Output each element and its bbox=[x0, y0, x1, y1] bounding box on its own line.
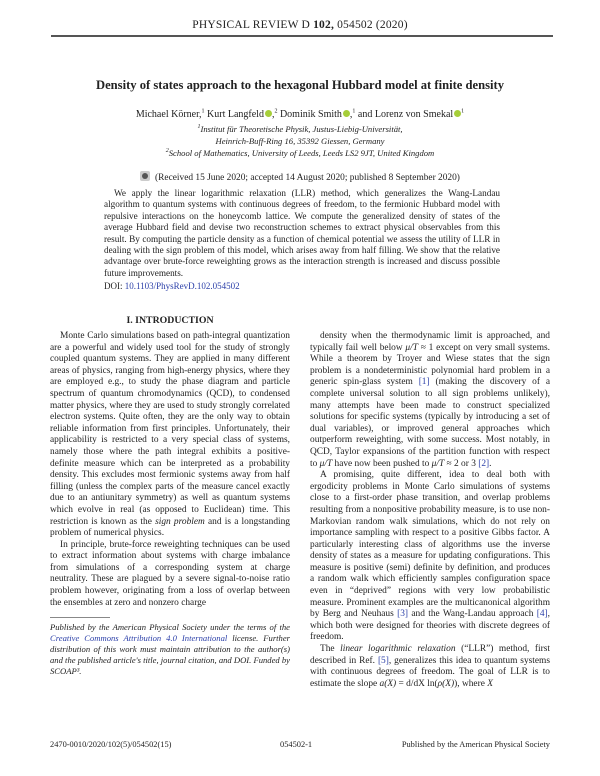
text-run: and is a longstanding problem of numerical physics. bbox=[50, 516, 290, 539]
paragraph bbox=[310, 644, 550, 690]
text-run: In principle, brute-force reweighting techniques can be used to extract information about systems with charge imbalance from simulations of a corresponding system at charge neutrality. These are plagued by a severe signal-to-noise ratio problem however, originating from a loss of overlap between the ensembles at zero and nonzero charge bbox=[50, 539, 290, 608]
author: Kurt Langfeld bbox=[204, 109, 264, 120]
affiliation-sup: 1 bbox=[352, 108, 356, 115]
text-run: (making the discovery of a complete universal solution to all sign problems unlikely), many attempts have been made to construct specialized solutions for specific systems (typically by introducing a set of dual variables), or improved general approaches which outperform reweighting, with some success. Most notably, in QCD, Taylor expansions of the partition function with respect to bbox=[310, 377, 550, 469]
license-footnote bbox=[50, 622, 290, 677]
italic-text: a(X) bbox=[379, 678, 397, 689]
italic-text: μ/T bbox=[319, 458, 333, 469]
author: Dominik Smith bbox=[277, 109, 342, 120]
received-dates bbox=[0, 171, 600, 184]
text-run: ≈ 2 or 3 bbox=[444, 458, 479, 469]
text-run: (“LLR”) method, first described in Ref. bbox=[310, 644, 551, 666]
affiliation-2 bbox=[0, 148, 600, 159]
reference-link[interactable]: [4] bbox=[536, 609, 548, 620]
received-text: (Received 15 June 2020; accepted 14 August 2020; published 8 September 2020) bbox=[155, 173, 460, 183]
running-header bbox=[0, 19, 600, 31]
footer-issn: 2470-0010/2020/102(5)/054502(15) bbox=[50, 740, 172, 749]
left-column-body bbox=[50, 331, 290, 609]
paragraph bbox=[310, 470, 550, 644]
reference-link[interactable]: Creative Commons Attribution 4.0 International bbox=[50, 633, 228, 644]
text-run: density when the thermodynamic limit is approached, and typically fail well below bbox=[310, 331, 550, 353]
text-run: ≈ 1 except on very small systems. While a theorem by Troyer and Wiese states that the sign problem is a nondeterministic polynomial hard problem in a generic spin-glass system bbox=[310, 342, 550, 388]
affiliation-1-address: Heinrich-Buff-Ring 16, 35392 Giessen, Germany bbox=[215, 136, 385, 146]
text-run: have now been pushed to bbox=[332, 458, 432, 469]
aff-sup: 1 bbox=[197, 124, 201, 131]
check-for-updates-icon[interactable] bbox=[140, 171, 150, 181]
orcid-icon[interactable] bbox=[265, 110, 272, 117]
paper-title: Density of states approach to the hexagonal Hubbard model at finite density bbox=[95, 78, 505, 92]
volume: 102, bbox=[313, 19, 335, 31]
abstract: We apply the linear logarithmic relaxation (LLR) method, which generalizes the Wang-Landau algorithm to quantum systems with continuous degrees of freedom, to the fermionic Hubbard model with repulsive interactions on the honeycomb lattice. We compute the generalized density of states of the average Hubbard field and devise two reconstruction schemes to extract physical observables from this result. By computing the particle density as a function of chemical potential we assess the utility of LLR in dealing with the sign problem of this model, which arises away from half filling. We show that the relative advantage over brute-force reweighting grows as the interaction strength is increased and discuss possible future improvements. bbox=[104, 188, 500, 278]
text-run: The bbox=[320, 644, 341, 655]
doi bbox=[104, 281, 240, 292]
author-list: Michael Körner,$^1$ Kurt Langfeld ,$^2$ Dominik Smith ,$^1$ and Lorenz von Smekal $^1$ bbox=[135, 108, 465, 120]
affiliation-sup: 2 bbox=[274, 108, 278, 115]
reference-link[interactable]: [5] bbox=[377, 655, 389, 666]
orcid-icon[interactable] bbox=[343, 110, 350, 117]
text-run: and the Wang-Landau approach bbox=[408, 609, 537, 620]
italic-text: μ/T bbox=[431, 458, 445, 469]
affiliation-sup: 1 bbox=[461, 108, 465, 115]
footnote-area bbox=[50, 617, 290, 677]
page-number: 054502-1 bbox=[280, 740, 313, 749]
reference-link[interactable]: [1] bbox=[418, 377, 430, 388]
text-run: ), where bbox=[454, 678, 488, 689]
text-run: Monte Carlo simulations based on path-integral quantization are a powerful and widely used tool for the study of strongly coupled quantum systems. They are applied in many different areas of physics, ranging from high-energy physics, where they are employed e.g., to study the phase diagram and particle spectrum of quantum chromodynamics (QCD), to condensed matter physics, where they are used to study strongly correlated electron systems. Quite often, they are the only way to obtain reliable information from first principles. Unfortunately, their applicability is restricted to a very special class of systems, namely those where the path integral exhibits a positive-definite measure which can be interpreted as a probability density. This excludes most fermionic systems away from half filling (unless the complex parts of the measure cancel exactly due to an antiunitary symmetry) as well as quantum systems which evolve in real (as opposed to Euclidean) time. This restriction is known as the bbox=[50, 331, 290, 527]
italic-text: X bbox=[487, 678, 493, 689]
italic-text: ρ(X) bbox=[437, 678, 455, 689]
italic-text: μ/T bbox=[405, 342, 418, 353]
section-heading: I. INTRODUCTION bbox=[126, 315, 214, 326]
reference-link[interactable]: [2] bbox=[478, 458, 490, 469]
text-run: , which both were designed for theories with discrete degrees of freedom. bbox=[310, 609, 550, 643]
paragraph bbox=[310, 331, 550, 470]
aff-text: Institut für Theoretische Physik, Justus-Liebig-Universität, bbox=[200, 124, 403, 134]
text-run: Published by the American Physical Society under the terms of the bbox=[50, 622, 290, 633]
doi-link[interactable]: 10.1103/PhysRevD.102.054502 bbox=[124, 281, 240, 291]
aff-sup: 2 bbox=[165, 148, 169, 155]
paragraph bbox=[50, 540, 290, 610]
affiliation-1 bbox=[0, 124, 600, 135]
paragraph bbox=[50, 331, 290, 540]
author: and Lorenz von Smekal bbox=[355, 109, 454, 120]
reference-link[interactable]: [3] bbox=[397, 609, 409, 620]
journal-name: PHYSICAL REVIEW D bbox=[192, 19, 314, 31]
right-column bbox=[310, 331, 550, 690]
affiliation-sup: 1 bbox=[201, 108, 205, 115]
text-run: license. Further distribution of this work must maintain attribution to the author(s) and the published article's title, journal citation, and DOI. Funded by SCOAP³. bbox=[50, 633, 291, 677]
text-run: , generalizes this idea to quantum systems with continuous degrees of freedom. The goal of LLR is to estimate the slope bbox=[310, 655, 550, 689]
text-run: = d/dX ln( bbox=[396, 678, 438, 689]
text-run: . bbox=[489, 458, 492, 469]
left-column bbox=[50, 331, 290, 677]
aff-text: School of Mathematics, University of Leeds, Leeds LS2 9JT, United Kingdom bbox=[168, 148, 435, 158]
italic-text: sign problem bbox=[155, 516, 205, 527]
italic-text: linear logarithmic relaxation bbox=[340, 644, 456, 655]
doi-label: DOI: bbox=[104, 281, 125, 291]
header-rule bbox=[51, 35, 553, 37]
footer-publisher: Published by the American Physical Society bbox=[401, 740, 550, 749]
footnote-rule bbox=[50, 617, 110, 618]
article-number: 054502 (2020) bbox=[334, 19, 408, 31]
author: Michael Körner, bbox=[135, 109, 202, 120]
text-run: A promising, quite different, idea to deal both with ergodicity problems in Monte Carlo simulations of systems close to a first-order phase transition, and overlap problems resulting from a nonpositive probability measure, is to use non-Markovian random walk simulations, which do not rely on importance sampling with respect to a positive Gibbs factor. A particularly interesting class of algorithms use the inverse density of states as a measure for updating configurations. This measure is positive (semi) definite by definition, and produces a random walk which efficiently samples configuration space even in “deprived” regions with very low probabilistic measure. Prominent examples are the multicanonical algorithm by Berg and Neuhaus bbox=[310, 470, 550, 620]
